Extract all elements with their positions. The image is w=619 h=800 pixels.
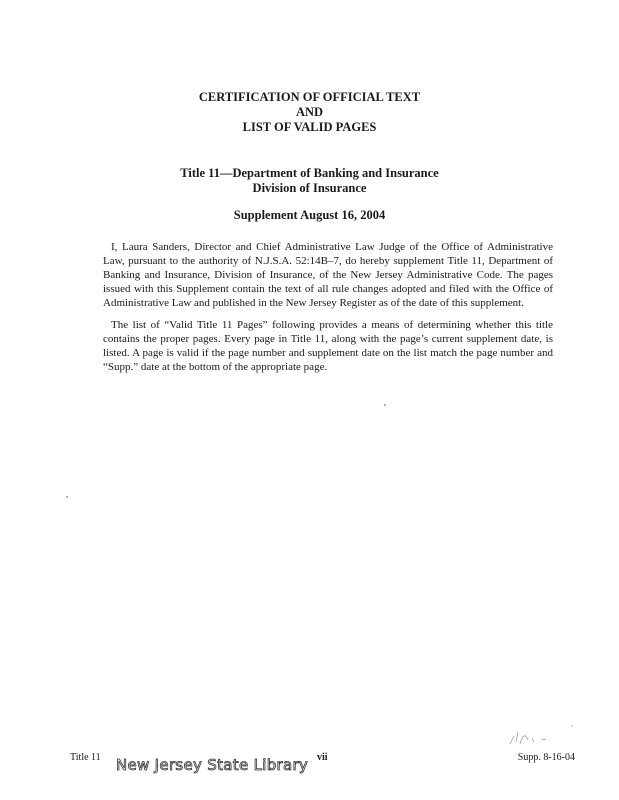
handwritten-mark xyxy=(502,722,582,752)
footer-title: Title 11 xyxy=(70,752,101,763)
title-heading xyxy=(0,166,619,196)
scan-speck xyxy=(66,496,68,498)
paragraph-valid-pages: The list of “Valid Title 11 Pages” following provides a means of determining whether this title contains the proper pages. Every page in Title 11, along with the page’s current supplement date, is listed. A page is valid if the page number and supplement date on the list match the page number and “Supp.” date at the bottom of the appropriate page. xyxy=(103,319,553,373)
heading-line-2: AND xyxy=(295,105,324,119)
heading-line-3: LIST OF VALID PAGES xyxy=(242,120,377,134)
heading-line-1: CERTIFICATION OF OFFICIAL TEXT xyxy=(198,90,421,104)
page-footer xyxy=(0,752,619,782)
certification-heading xyxy=(0,90,619,135)
body-text xyxy=(103,240,553,382)
page-number: vii xyxy=(317,752,328,763)
footer-supplement-date: Supp. 8-16-04 xyxy=(517,752,575,763)
title-line-2: Division of Insurance xyxy=(252,181,367,195)
scan-speck xyxy=(384,404,386,406)
paragraph-certification: I, Laura Sanders, Director and Chief Administrative Law Judge of the Office of Administrative Law, pursuant to the authority of N.J.S.A. 52:14B–7, do hereby supplement Title 11, Department of Banking and Insurance, Division of Insurance, of the New Jersey Administrative Code. The pages issued with this Supplement contain the text of all rule changes adopted and filed with the Office of Administrative Law and published in the New Jersey Register as of the date of this supplement. xyxy=(103,241,553,309)
library-stamp: New Jersey State Library xyxy=(116,756,309,774)
title-line-1: Title 11—Department of Banking and Insurance xyxy=(180,166,439,180)
supplement-date: Supplement August 16, 2004 xyxy=(233,208,386,222)
